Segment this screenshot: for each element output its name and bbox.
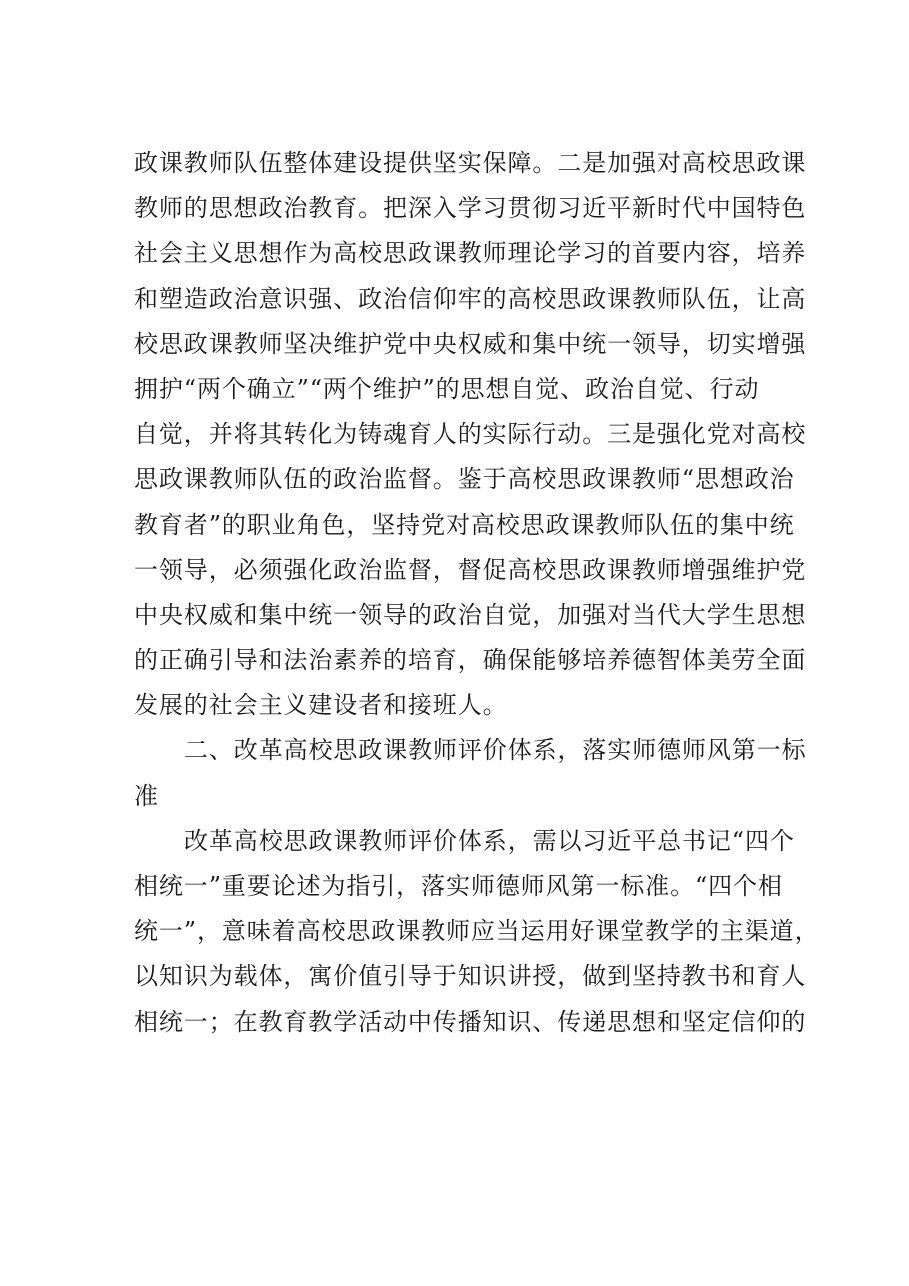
paragraph-1-line-1: 政课教师队伍整体建设提供坚实保障。二是加强对高校思政课 (134, 149, 807, 177)
paragraph-2-line-1: 改革高校思政课教师评价体系，需以习近平总书记“四个 (184, 826, 795, 855)
section-heading-2 (134, 728, 807, 818)
paragraph-1-line-5: 校思政课教师坚决维护党中央权威和集中统一领导，切实增强 (134, 329, 807, 358)
document-body (134, 141, 820, 1045)
paragraph-1-line-8: 思政课教师队伍的政治监督。鉴于高校思政课教师“思想政治 (134, 465, 795, 494)
paragraph-2-line-4: 以知识为载体，寓价值引导于知识讲授，做到坚持教书和育人 (134, 962, 807, 991)
paragraph-1-line-2: 教师的思想政治教育。把深入学习贯彻习近平新时代中国特色 (134, 194, 807, 223)
paragraph-2-line-2: 相统一”重要论述为指引，落实师德师风第一标准。“四个相 (134, 872, 783, 900)
paragraph-1-line-3: 社会主义思想作为高校思政课教师理论学习的首要内容，培养 (134, 239, 807, 268)
paragraph-1-line-7: 自觉，并将其转化为铸魂育人的实际行动。三是强化党对高校 (134, 420, 807, 449)
paragraph-1 (134, 141, 807, 728)
paragraph-1-line-4: 和塑造政治意识强、政治信仰牢的高校思政课教师队伍，让高 (134, 284, 807, 313)
paragraph-1-line-6: 拥护“两个确立”“两个维护”的思想自觉、政治自觉、行动 (134, 374, 760, 403)
paragraph-1-line-10: 一领导，必须强化政治监督，督促高校思政课教师增强维护党 (134, 555, 807, 584)
paragraph-2 (134, 819, 820, 1045)
section-heading-2-line-1: 二、改革高校思政课教师评价体系，落实师德师风第一标 (184, 736, 807, 765)
paragraph-1-line-13: 发展的社会主义建设者和接班人。 (134, 691, 508, 720)
paragraph-2-line-5: 相统一；在教育教学活动中传播知识、传递思想和坚定信仰的 (134, 1007, 807, 1036)
section-heading-2-line-2: 准 (134, 781, 159, 810)
paragraph-1-line-9: 教育者”的职业角色，坚持党对高校思政课教师队伍的集中统 (134, 510, 795, 539)
paragraph-2-line-3: 统一”，意味着高校思政课教师应当运用好课堂教学的主渠道， (134, 917, 820, 946)
paragraph-1-line-12: 的正确引导和法治素养的培育，确保能够培养德智体美劳全面 (134, 646, 807, 675)
paragraph-1-line-11: 中央权威和集中统一领导的政治自觉，加强对当代大学生思想 (134, 600, 807, 629)
